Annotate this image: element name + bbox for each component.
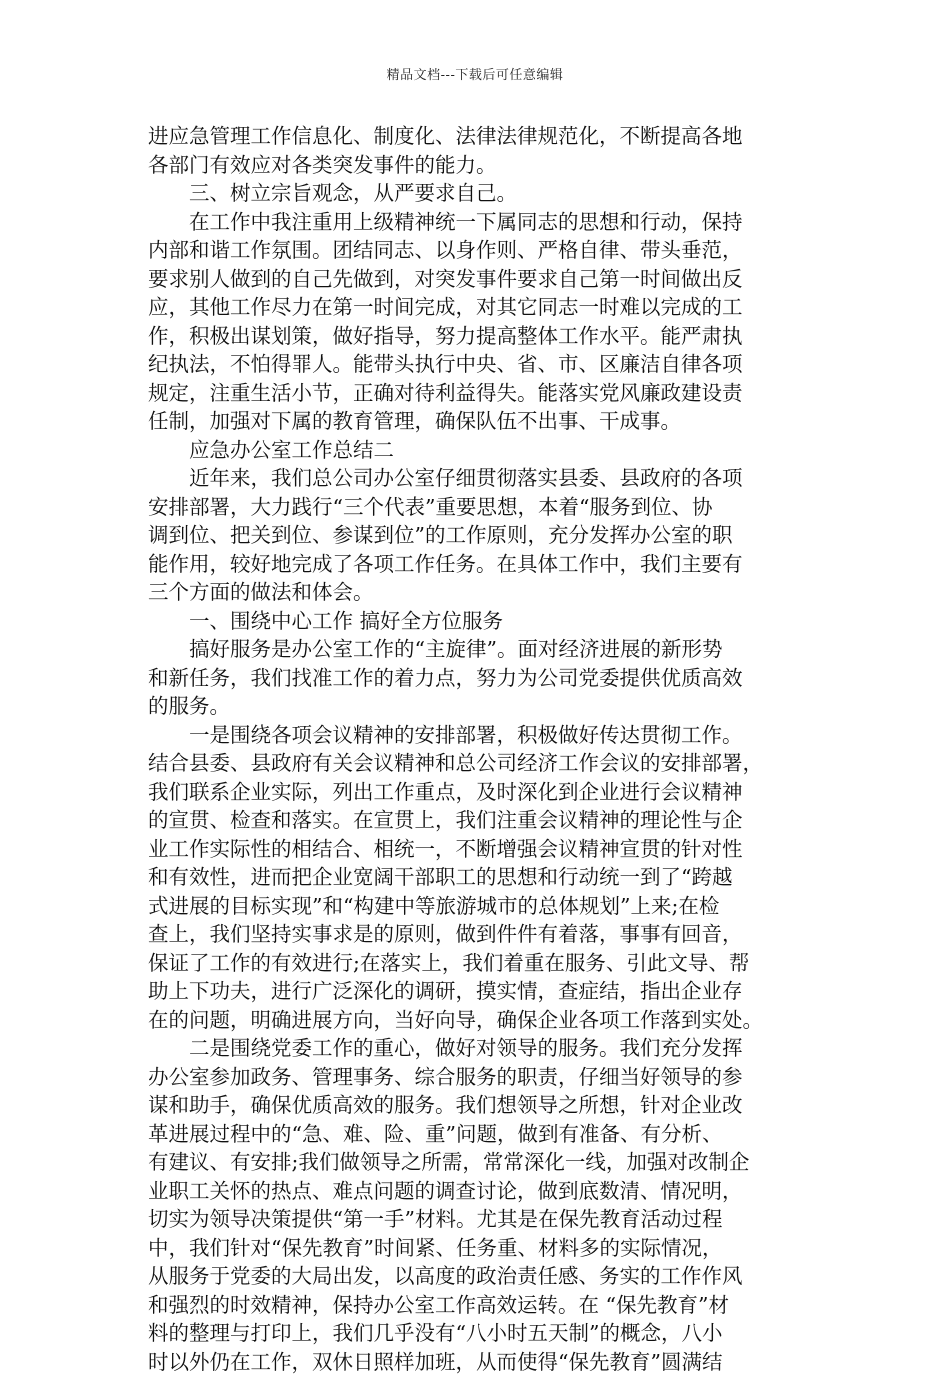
text-line: 结合县委、县政府有关会议精神和总公司经济工作会议的安排部署， <box>148 749 808 778</box>
text-line: 三个方面的做法和体会。 <box>148 578 808 607</box>
text-line: 安排部署，大力践行“三个代表”重要思想，本着“服务到位、协 <box>148 493 808 522</box>
text-line: 业职工关怀的热点、难点问题的调查讨论，做到底数清、情况明， <box>148 1177 808 1206</box>
text-line: 一是围绕各项会议精神的安排部署，积极做好传达贯彻工作。 <box>148 721 808 750</box>
text-line: 进应急管理工作信息化、制度化、法律法律规范化，不断提高各地 <box>148 122 808 151</box>
text-line: 业工作实际性的相结合、相统一，不断增强会议精神宣贯的针对性 <box>148 835 808 864</box>
text-line: 和新任务，我们找准工作的着力点，努力为公司党委提供优质高效 <box>148 664 808 693</box>
text-line: 办公室参加政务、管理事务、综合服务的职责，仔细当好领导的参 <box>148 1063 808 1092</box>
page-header: 精品文档---下载后可任意编辑 <box>0 64 950 83</box>
text-line: 任制，加强对下属的教育管理，确保队伍不出事、干成事。 <box>148 407 808 436</box>
text-line: 三、树立宗旨观念，从严要求自己。 <box>148 179 808 208</box>
text-line: 搞好服务是办公室工作的“主旋律”。面对经济进展的新形势 <box>148 635 808 664</box>
text-line: 中，我们针对“保先教育”时间紧、任务重、材料多的实际情况， <box>148 1234 808 1263</box>
text-line: 查上，我们坚持实事求是的原则，做到件件有着落，事事有回音， <box>148 920 808 949</box>
document-body <box>148 122 808 1376</box>
text-line: 内部和谐工作氛围。团结同志、以身作则、严格自律、带头垂范， <box>148 236 808 265</box>
text-line: 从服务于党委的大局出发，以高度的政治责任感、务实的工作作风 <box>148 1262 808 1291</box>
text-line: 一、围绕中心工作 搞好全方位服务 <box>148 607 808 636</box>
text-line: 调到位、把关到位、参谋到位”的工作原则，充分发挥办公室的职 <box>148 521 808 550</box>
text-line: 的服务。 <box>148 692 808 721</box>
text-line: 革进展过程中的“急、难、险、重”问题，做到有准备、有分析、 <box>148 1120 808 1149</box>
text-line: 二是围绕党委工作的重心，做好对领导的服务。我们充分发挥 <box>148 1034 808 1063</box>
text-line: 助上下功夫，进行广泛深化的调研，摸实情，查症结，指出企业存 <box>148 977 808 1006</box>
text-line: 谋和助手，确保优质高效的服务。我们想领导之所想，针对企业改 <box>148 1091 808 1120</box>
text-line: 在的问题，明确进展方向，当好向导，确保企业各项工作落到实处。 <box>148 1006 808 1035</box>
text-line: 的宣贯、检查和落实。在宣贯上，我们注重会议精神的理论性与企 <box>148 806 808 835</box>
text-line: 切实为领导决策提供“第一手”材料。尤其是在保先教育活动过程 <box>148 1205 808 1234</box>
text-line: 在工作中我注重用上级精神统一下属同志的思想和行动，保持 <box>148 208 808 237</box>
text-line: 时以外仍在工作，双休日照样加班，从而使得“保先教育”圆满结 <box>148 1348 808 1376</box>
text-line: 纪执法，不怕得罪人。能带头执行中央、省、市、区廉洁自律各项 <box>148 350 808 379</box>
text-line: 料的整理与打印上，我们几乎没有“八小时五天制”的概念，八小 <box>148 1319 808 1348</box>
text-line: 各部门有效应对各类突发事件的能力。 <box>148 151 808 180</box>
text-line: 我们联系企业实际，列出工作重点，及时深化到企业进行会议精神 <box>148 778 808 807</box>
text-line: 规定，注重生活小节，正确对待利益得失。能落实党风廉政建设责 <box>148 379 808 408</box>
text-line: 应急办公室工作总结二 <box>148 436 808 465</box>
text-line: 应，其他工作尽力在第一时间完成，对其它同志一时难以完成的工 <box>148 293 808 322</box>
text-line: 式进展的目标实现”和“构建中等旅游城市的总体规划”上来;在检 <box>148 892 808 921</box>
text-line: 和有效性，进而把企业宽阔干部职工的思想和行动统一到了“跨越 <box>148 863 808 892</box>
text-line: 有建议、有安排;我们做领导之所需，常常深化一线，加强对改制企 <box>148 1148 808 1177</box>
text-line: 作，积极出谋划策，做好指导，努力提高整体工作水平。能严肃执 <box>148 322 808 351</box>
text-line: 和强烈的时效精神，保持办公室工作高效运转。在 “保先教育”材 <box>148 1291 808 1320</box>
text-line: 近年来，我们总公司办公室仔细贯彻落实县委、县政府的各项 <box>148 464 808 493</box>
text-line: 要求别人做到的自己先做到，对突发事件要求自己第一时间做出反 <box>148 265 808 294</box>
text-line: 能作用，较好地完成了各项工作任务。在具体工作中，我们主要有 <box>148 550 808 579</box>
text-line: 保证了工作的有效进行;在落实上，我们着重在服务、引此文导、帮 <box>148 949 808 978</box>
